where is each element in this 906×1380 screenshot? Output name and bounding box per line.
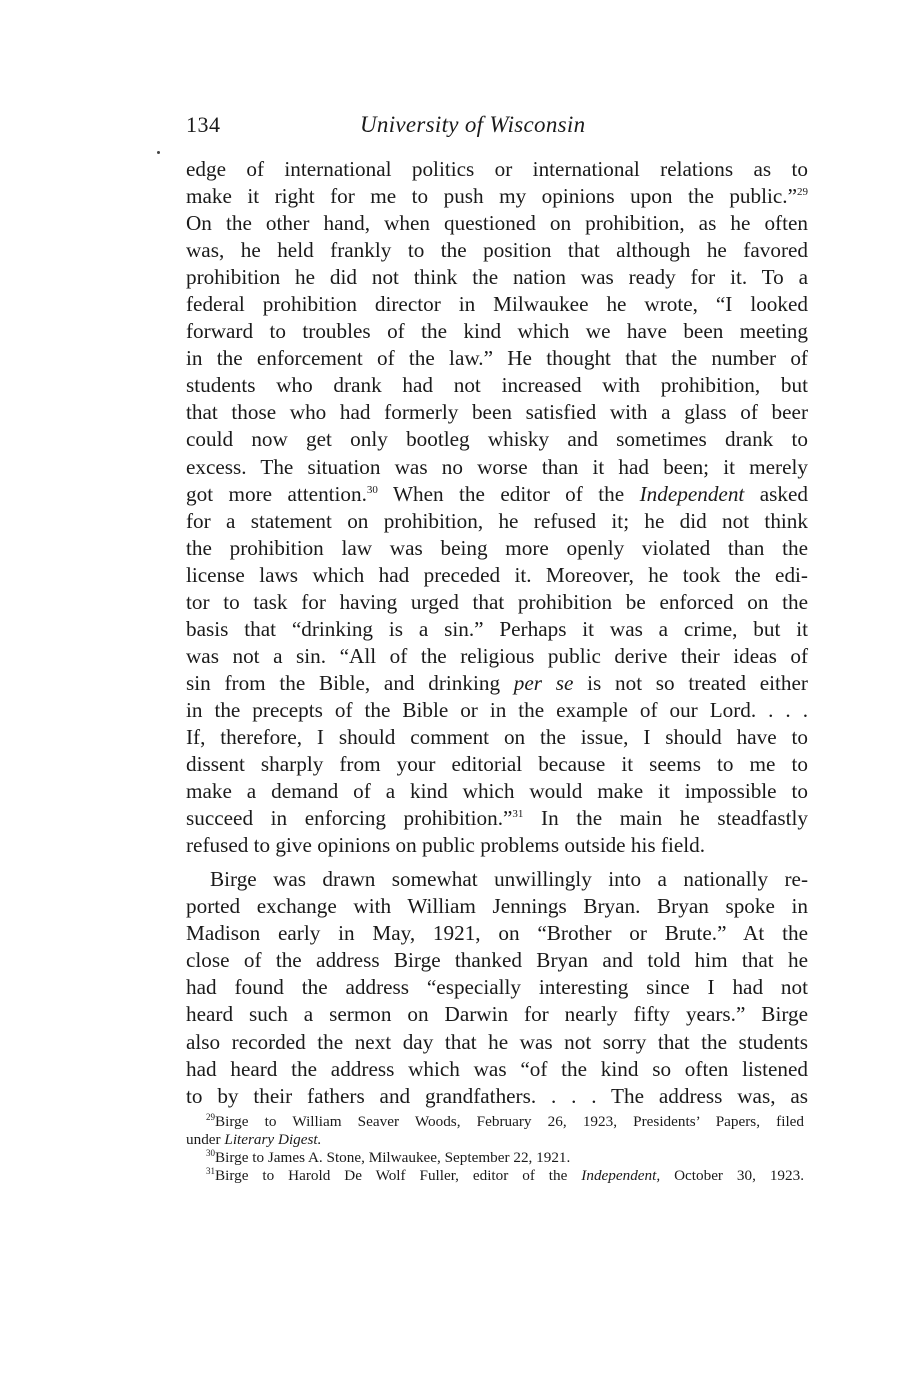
- page-header: [186, 112, 806, 148]
- footnote-line: $^{29}$Birge to William Seaver Woods, February 26, 1923, Presidents’ Papers, filed: [206, 1112, 804, 1130]
- text-line: succeed in enforcing prohibition.”$^{31}$ In the main he steadfastly: [186, 806, 808, 831]
- text-line: was not a sin. “All of the religious public derive their ideas of: [186, 643, 808, 668]
- italic-phrase: per se: [513, 670, 574, 695]
- text-line: Birge was drawn somewhat unwillingly into a nationally re-: [210, 867, 808, 892]
- text-line: students who drank had not increased with prohibition, but: [186, 373, 808, 398]
- text-line: had found the address “especially interesting since I had not: [186, 975, 808, 1000]
- footnote-line: under Literary Digest.: [186, 1131, 322, 1148]
- footnote-ref: 29: [797, 186, 808, 199]
- footnote-line: $^{30}$Birge to James A. Stone, Milwaukee, September 22, 1921.: [206, 1148, 571, 1166]
- text-line: If, therefore, I should comment on the issue, I should have to: [186, 724, 808, 749]
- text-line: dissent sharply from your editorial because it seems to me to: [186, 752, 808, 777]
- body-text: [186, 156, 808, 1110]
- running-head: University of Wisconsin: [360, 112, 586, 137]
- text-line: forward to troubles of the kind which we have been meeting: [186, 319, 808, 344]
- text-line: On the other hand, when questioned on prohibition, as he often: [186, 211, 808, 236]
- text-line: that those who had formerly been satisfied with a glass of beer: [186, 400, 808, 425]
- text-line: also recorded the next day that he was not sorry that the students: [186, 1029, 808, 1054]
- text-line: prohibition he did not think the nation was ready for it. To a: [186, 265, 808, 290]
- text-line: refused to give opinions on public problems outside his field.: [186, 833, 706, 858]
- footnote-number: 30: [206, 1148, 215, 1158]
- footnote-line: $^{31}$Birge to Harold De Wolf Fuller, editor of the Independent, October 30, 1923.: [206, 1166, 804, 1184]
- footnote-ref: 31: [512, 808, 524, 821]
- footnotes: [186, 1113, 804, 1185]
- page-number: 134: [186, 112, 221, 137]
- text-line: close of the address Birge thanked Bryan and told him that he: [186, 948, 808, 973]
- footnote-ref: 30: [366, 483, 378, 496]
- text-line: could now get only bootleg whisky and sometimes drank to: [186, 427, 808, 452]
- text-line: sin from the Bible, and drinking per se is not so treated either: [186, 670, 808, 695]
- text-line: in the precepts of the Bible or in the example of our Lord. . . .: [186, 697, 808, 722]
- italic-title: Independent,: [581, 1167, 661, 1184]
- text-line: license laws which had preceded it. Moreover, he took the edi-: [186, 562, 808, 587]
- italic-title: Independent: [639, 481, 745, 506]
- text-line: got more attention.$^{30}$ When the editor of the Independent asked: [186, 481, 808, 506]
- text-line: tor to task for having urged that prohibition be enforced on the: [186, 589, 808, 614]
- footnote: [186, 1167, 804, 1185]
- text-line: was, he held frankly to the position that although he favored: [186, 238, 808, 263]
- text-line: to by their fathers and grandfathers. . . . The address was, as: [186, 1083, 808, 1108]
- paragraph-1: [186, 156, 808, 859]
- text-line: Madison early in May, 1921, on “Brother or Brute.” At the: [186, 921, 808, 946]
- text-line: federal prohibition director in Milwaukee he wrote, “I looked: [186, 292, 808, 317]
- text-line: heard such a sermon on Darwin for nearly fifty years.” Birge: [186, 1002, 808, 1027]
- italic-title: Literary Digest.: [224, 1131, 322, 1148]
- text-line: in the enforcement of the law.” He thought that the number of: [186, 346, 808, 371]
- text-line: make a demand of a kind which would make it impossible to: [186, 779, 808, 804]
- print-speck: [157, 151, 160, 154]
- text-line: the prohibition law was being more openly violated than the: [186, 535, 808, 560]
- text-line: excess. The situation was no worse than it had been; it merely: [186, 454, 808, 479]
- text-line: ported exchange with William Jennings Bryan. Bryan spoke in: [186, 894, 808, 919]
- text-line: make it right for me to push my opinions upon the public.”$^{29}$: [186, 184, 808, 209]
- paragraph-2: [186, 866, 808, 1109]
- footnote-number: 31: [206, 1166, 215, 1176]
- text-line: for a statement on prohibition, he refused it; he did not think: [186, 508, 808, 533]
- footnote-number: 29: [206, 1112, 215, 1122]
- footnote: [186, 1149, 804, 1167]
- text-line: basis that “drinking is a sin.” Perhaps it was a crime, but it: [186, 616, 808, 641]
- footnote: [186, 1113, 804, 1149]
- text-line: edge of international politics or international relations as to: [186, 157, 808, 181]
- text-line: had heard the address which was “of the kind so often listened: [186, 1056, 808, 1081]
